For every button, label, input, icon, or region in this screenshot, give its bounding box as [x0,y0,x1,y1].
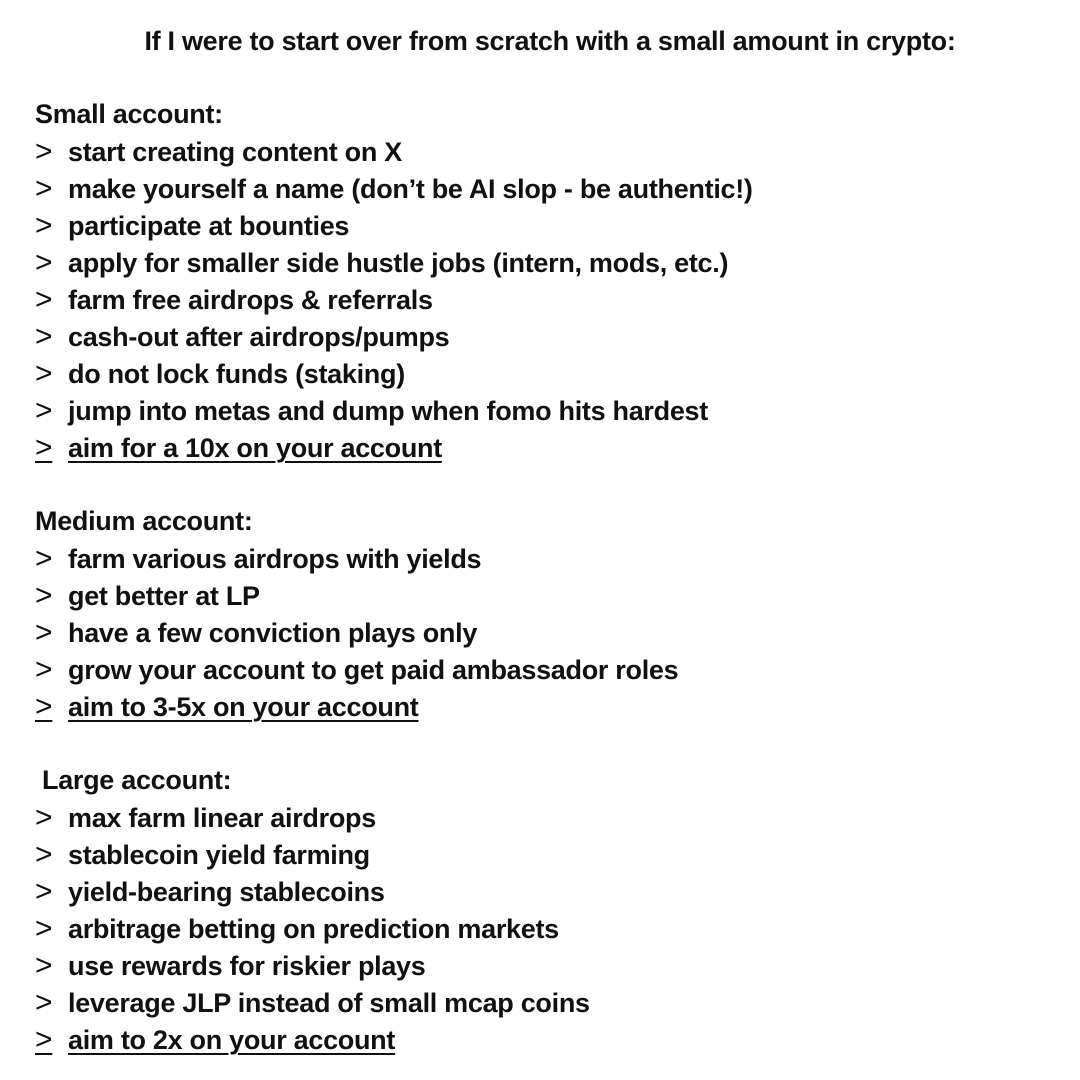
list-item-text: max farm linear airdrops [68,803,376,833]
list-item-text: get better at LP [68,581,260,611]
list-item-text: do not lock funds (staking) [68,359,405,389]
list-item [35,614,1045,651]
goal-text: aim for a 10x on your account [68,433,442,463]
list-item [35,799,1045,836]
arrow-icon: > [35,838,53,871]
arrow-icon: > [35,801,53,834]
list-item-text: cash-out after airdrops/pumps [68,322,450,352]
medium-account-heading: Medium account: [35,506,253,536]
goal-text: aim to 3-5x on your account [68,692,419,722]
list-item [35,318,1045,355]
list-item-text: apply for smaller side hustle jobs (intern, mods, etc.) [68,248,729,278]
small-account-goal [35,429,1045,466]
arrow-icon: > [35,135,53,168]
large-account-goal [35,1021,1045,1058]
arrow-icon: > [35,431,53,464]
arrow-icon: > [35,246,53,279]
arrow-icon: > [35,1023,53,1056]
list-item-text: arbitrage betting on prediction markets [68,914,559,944]
list-item-text: yield-bearing stablecoins [68,877,385,907]
goal-text: aim to 2x on your account [68,1025,396,1055]
large-account-section [35,762,1045,1058]
arrow-icon: > [35,320,53,353]
list-item [35,984,1045,1021]
large-account-heading: Large account: [42,765,232,795]
arrow-icon: > [35,579,53,612]
arrow-icon: > [35,394,53,427]
small-account-section [35,96,1045,466]
list-item [35,836,1045,873]
list-item [35,577,1045,614]
arrow-icon: > [35,283,53,316]
list-item [35,392,1045,429]
arrow-icon: > [35,986,53,1019]
list-item-text: grow your account to get paid ambassador roles [68,655,679,685]
list-item-text: stablecoin yield farming [68,840,370,870]
list-item [35,540,1045,577]
arrow-icon: > [35,875,53,908]
list-item-text: start creating content on X [68,137,402,167]
list-item-text: have a few conviction plays only [68,618,478,648]
arrow-icon: > [35,690,53,723]
list-item [35,170,1045,207]
list-item [35,873,1045,910]
list-item-text: jump into metas and dump when fomo hits hardest [68,396,708,426]
medium-account-section [35,503,1045,725]
list-item-text: use rewards for riskier plays [68,951,426,981]
arrow-icon: > [35,542,53,575]
list-item [35,207,1045,244]
list-item [35,947,1045,984]
medium-account-goal [35,688,1045,725]
list-item-text: participate at bounties [68,211,350,241]
list-item [35,910,1045,947]
list-item-text: farm various airdrops with yields [68,544,482,574]
list-item [35,651,1045,688]
list-item [35,244,1045,281]
arrow-icon: > [35,653,53,686]
arrow-icon: > [35,912,53,945]
list-item [35,281,1045,318]
list-item [35,355,1045,392]
arrow-icon: > [35,209,53,242]
arrow-icon: > [35,172,53,205]
arrow-icon: > [35,357,53,390]
list-item [35,133,1045,170]
page-title: If I were to start over from scratch with a small amount in crypto: [144,26,956,56]
list-item-text: farm free airdrops & referrals [68,285,433,315]
arrow-icon: > [35,616,53,649]
arrow-icon: > [35,949,53,982]
list-item-text: leverage JLP instead of small mcap coins [68,988,590,1018]
small-account-heading: Small account: [35,99,223,129]
list-item-text: make yourself a name (don’t be AI slop - be authentic!) [68,174,753,204]
